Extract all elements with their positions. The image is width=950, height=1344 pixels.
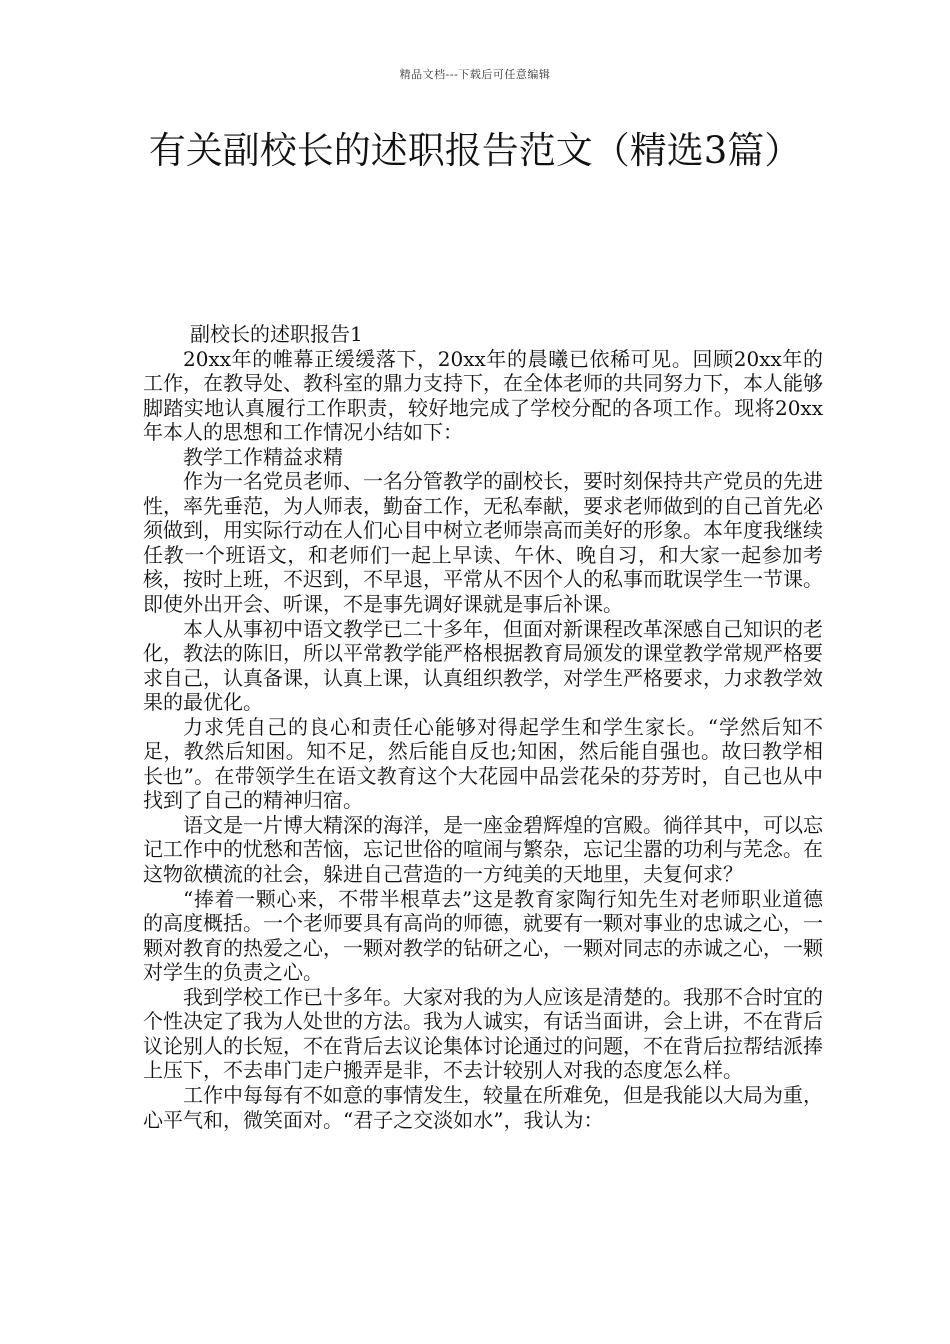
section-heading: 副校长的述职报告1 <box>190 322 363 346</box>
document-body <box>143 322 823 1132</box>
body-paragraph: 本人从事初中语文教学已二十多年，但面对新课程改革深感自己知识的老化，教法的陈旧，所以平常教学能严格根据教育局颁发的课堂教学常规严格要求自己，认真备课，认真上课，认真组织教学，对学生严格要求，力求教学效果的最优化。 <box>143 616 823 715</box>
body-paragraph: 工作中每每有不如意的事情发生，较量在所难免，但是我能以大局为重，心平气和，微笑面对。“君子之交淡如水”，我认为： <box>143 1082 823 1132</box>
subsection-heading: 教学工作精益求精 <box>183 444 343 469</box>
body-paragraph: 力求凭自己的良心和责任心能够对得起学生和学生家长。“学然后知不足，教然后知困。知不足，然后能自反也;知困，然后能自强也。故曰教学相长也”。在带领学生在语文教育这个大花园中品尝花朵的芬芳时，自己也从中找到了自己的精神归宿。 <box>143 714 823 813</box>
body-paragraph: “捧着一颗心来，不带半根草去”这是教育家陶行知先生对老师职业道德的高度概括。一个老师要具有高尚的师德，就要有一颗对事业的忠诚之心，一颗对教育的热爱之心，一颗对教学的钻研之心，一颗对同志的赤诚之心，一颗对学生的负责之心。 <box>143 886 823 985</box>
page-header-note: 精品文档---下载后可任意编辑 <box>399 68 551 81</box>
body-paragraph: 20xx年的帷幕正缓缓落下，20xx年的晨曦已依稀可见。回顾20xx年的工作，在教导处、教科室的鼎力支持下，在全体老师的共同努力下，本人能够脚踏实地认真履行工作职责，较好地完成了学校分配的各项工作。现将20xx年本人的思想和工作情况小结如下： <box>143 346 823 445</box>
document-title: 有关副校长的述职报告范文（精选3篇） <box>148 129 802 172</box>
body-paragraph: 我到学校工作已十多年。大家对我的为人应该是清楚的。我那不合时宜的个性决定了我为人处世的方法。我为人诚实，有话当面讲，会上讲，不在背后议论别人的长短，不在背后去议论集体讨论通过的问题，不在背后拉帮结派捧上压下，不去串门走户搬弄是非，不去计较别人对我的态度怎么样。 <box>143 984 823 1083</box>
body-paragraph: 作为一名党员老师、一名分管教学的副校长，要时刻保持共产党员的先进性，率先垂范，为人师表，勤奋工作，无私奉献，要求老师做到的自己首先必须做到，用实际行动在人们心目中树立老师崇高而美好的形象。本年度我继续任教一个班语文，和老师们一起上早读、午休、晚自习，和大家一起参加考核，按时上班，不迟到，不早退，平常从不因个人的私事而耽误学生一节课。即使外出开会、听课，不是事先调好课就是事后补课。 <box>143 469 823 617</box>
body-paragraph: 语文是一片博大精深的海洋，是一座金碧辉煌的宫殿。徜徉其中，可以忘记工作中的忧愁和苦恼，忘记世俗的喧闹与繁杂，忘记尘嚣的功利与芜念。在这物欲横流的社会，躲进自己营造的一方纯美的天地里，夫复何求？ <box>143 812 823 887</box>
